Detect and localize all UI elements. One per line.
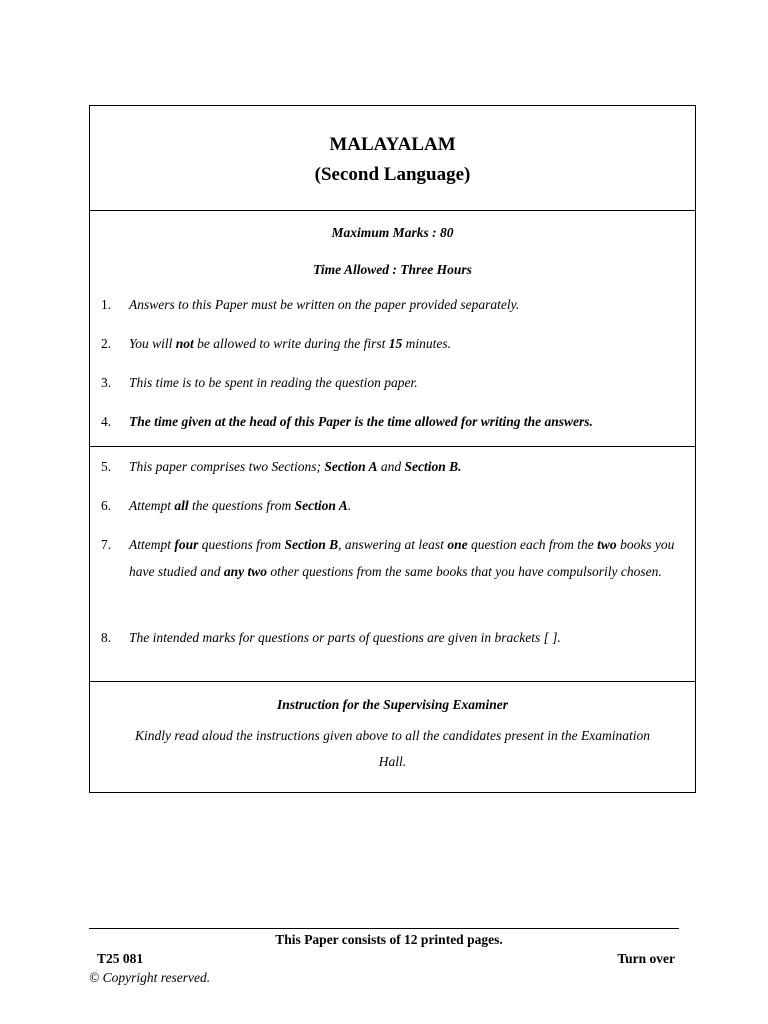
instruction-fragment: This time is to be spent in reading the question paper. [129, 375, 418, 390]
copyright: © Copyright reserved. [89, 970, 211, 985]
instruction-fragment: and [377, 459, 405, 474]
instruction-item [101, 531, 681, 585]
instruction-number: 2. [101, 336, 112, 351]
instruction-fragment: books you have studied and [129, 537, 675, 579]
instruction-emphasis: Section A [294, 498, 348, 513]
instruction-emphasis: Section B. [404, 459, 462, 474]
instruction-emphasis: all [174, 498, 189, 513]
section-divider [90, 446, 695, 447]
instruction-fragment: Answers to this Paper must be written on the paper provided separately. [129, 297, 520, 312]
instruction-text [129, 624, 681, 651]
pages-note: This Paper consists of 12 printed pages. [275, 932, 503, 947]
instruction-fragment: You will [129, 336, 176, 351]
instruction-text [129, 408, 681, 435]
instruction-emphasis: The time given at the head of this Paper is the time allowed for writing the answers. [129, 414, 593, 429]
instruction-number: 4. [101, 414, 112, 429]
max-marks: Maximum Marks : 80 [331, 225, 454, 240]
instruction-emphasis: Section A [324, 459, 378, 474]
instruction-number: 3. [101, 375, 112, 390]
time-allowed: Time Allowed : Three Hours [313, 262, 472, 277]
instruction-fragment: This paper comprises two Sections; [129, 459, 325, 474]
instruction-number: 8. [101, 630, 112, 645]
paper-title: MALAYALAM [329, 134, 456, 155]
footer-rule [89, 928, 679, 929]
instruction-item [101, 369, 681, 396]
instruction-item [101, 492, 681, 519]
instruction-emphasis: one [447, 537, 468, 552]
instruction-fragment: other questions from the same books that you have compulsorily chosen. [267, 564, 662, 579]
turn-over: Turn over [617, 951, 675, 966]
instruction-item [101, 624, 681, 651]
instruction-emphasis: Section B [284, 537, 339, 552]
instruction-fragment: , answering at least [338, 537, 448, 552]
title-divider [90, 210, 695, 211]
instruction-text [129, 453, 681, 480]
instruction-number: 1. [101, 297, 112, 312]
instruction-number: 6. [101, 498, 112, 513]
instruction-emphasis: 15 [388, 336, 403, 351]
instruction-number: 7. [101, 537, 112, 552]
supervisor-body: Kindly read aloud the instructions given above to all the candidates present in the Examination Hall. [135, 728, 650, 769]
instructions-box [89, 105, 696, 793]
instruction-item [101, 408, 681, 435]
instruction-fragment: Attempt [129, 537, 175, 552]
supervisor-heading: Instruction for the Supervising Examiner [276, 697, 509, 712]
instruction-item [101, 453, 681, 480]
instruction-item [101, 330, 681, 357]
instruction-fragment: minutes. [402, 336, 452, 351]
instruction-emphasis: not [175, 336, 194, 351]
supervisor-divider [90, 681, 695, 682]
paper-code: T25 081 [97, 951, 144, 966]
instruction-fragment: Attempt [129, 498, 175, 513]
instruction-fragment: the questions from [188, 498, 295, 513]
instruction-text [129, 291, 681, 318]
instruction-fragment: . [347, 498, 352, 513]
instruction-fragment: questions from [198, 537, 285, 552]
instruction-text [129, 330, 681, 357]
instruction-fragment: be allowed to write during the first [193, 336, 389, 351]
instruction-emphasis: any two [223, 564, 267, 579]
instruction-emphasis: two [597, 537, 617, 552]
instruction-text [129, 492, 681, 519]
instruction-emphasis: four [174, 537, 199, 552]
instruction-text [129, 369, 681, 396]
instruction-item [101, 291, 681, 318]
paper-subtitle: (Second Language) [314, 164, 471, 185]
instruction-text [129, 531, 681, 585]
instruction-fragment: The intended marks for questions or parts of questions are given in brackets [ ]. [129, 630, 561, 645]
instruction-number: 5. [101, 459, 112, 474]
instruction-fragment: question each from the [467, 537, 598, 552]
